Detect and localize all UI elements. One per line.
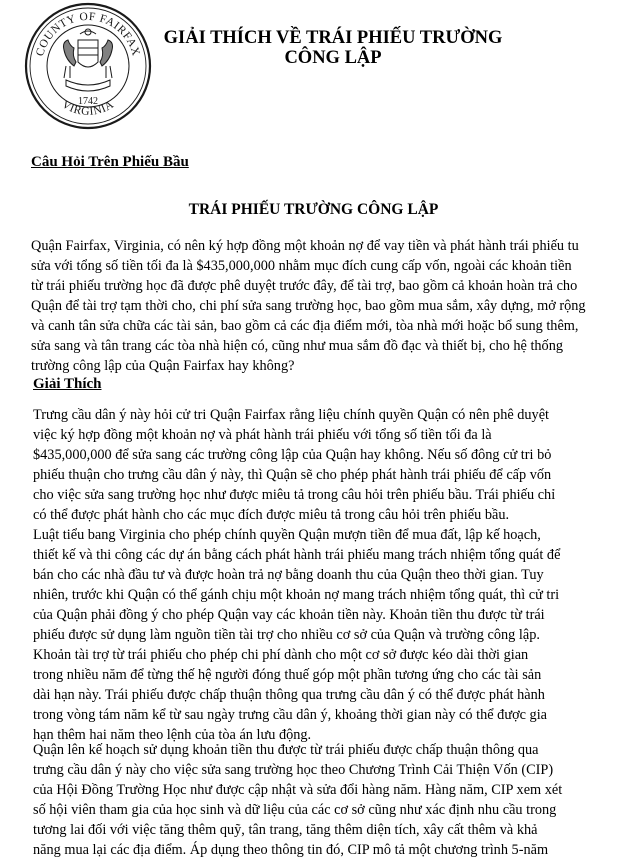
text-line: và canh tân sửa chữa các tài sản, bao gồm cả các địa điểm mới, tòa nhà mới hoặc bổ sung thêm,: [31, 318, 579, 334]
seal-bottom-text: VIRGINIA: [59, 98, 117, 119]
text-line: có thể được phát hành cho các mục đích được miêu tả trong câu hỏi trên phiếu bầu.: [33, 507, 510, 523]
explanation-heading: Giải Thích: [33, 376, 102, 392]
text-line: số hội viên tham gia của học sinh và dữ liệu của các cơ sở cũng như xác định nhu cầu trong: [33, 802, 557, 818]
text-line: Quận để tài trợ tạm thời cho, chi phí sửa sang trường học, bao gồm mua sắm, xây dựng, mở rộng: [31, 298, 586, 314]
explanation-paragraph-1: [33, 405, 555, 525]
text-line: tương lai đối với việc tăng thêm quỹ, tân trang, tăng thêm diện tích, xây cất thêm và khả: [33, 822, 538, 838]
text-line: $435,000,000 để sửa sang các trường công lập của Quận hay không. Nếu số đông cử tri bỏ: [33, 447, 552, 463]
text-line: phiếu được sử dụng làm nguồn tiền tài trợ cho nhiều cơ sở của Quận và trường công lập.: [33, 627, 540, 643]
county-seal-logo: [22, 0, 154, 132]
text-line: Khoản tài trợ từ trái phiếu cho phép chi phí dành cho một cơ sở được kéo dài thời gian: [33, 647, 529, 663]
explanation-paragraph-3: [33, 740, 562, 860]
text-line: nhiên, trước khi Quận có thể gánh chịu một khoản nợ mang trách nhiệm tổng quát, thì cử tri: [33, 587, 560, 603]
text-line: hạn thêm hai năm theo lệnh của tòa án lưu động.: [33, 727, 312, 743]
text-line: từ trái phiếu trường học đã được phê duyệt trước đây, để tài trợ, bao gồm cả khoản hoàn trả cho: [31, 278, 578, 294]
document-title: [154, 28, 512, 68]
text-line: Trưng cầu dân ý này hỏi cử tri Quận Fairfax rằng liệu chính quyền Quận có nên phê duyệt: [33, 407, 550, 423]
text-line: phiếu thuận cho trưng cầu dân ý này, thì Quận sẽ cho phép phát hành trái phiếu để cấp vốn: [33, 467, 552, 483]
explanation-paragraph-2: [33, 525, 560, 745]
document-title-line-2: CÔNG LẬP: [284, 48, 382, 68]
text-line: Luật tiểu bang Virginia cho phép chính quyền Quận mượn tiền để mua đất, lập kế hoạch,: [33, 527, 541, 543]
ballot-question-text: [31, 236, 586, 376]
text-line: dài hạn này. Trái phiếu được chấp thuận thông qua trưng cầu dân ý có thể được phát hành: [33, 687, 545, 703]
text-line: thiết kế và thi công các dự án bằng cách phát hành trái phiếu mang trách nhiệm tổng quát để: [33, 547, 561, 563]
text-line: trong nhiều năm để từng thế hệ người đóng thuế góp một phần tương ứng cho các tài sản: [33, 667, 542, 683]
ballot-question-heading: Câu Hỏi Trên Phiếu Bầu: [31, 154, 189, 170]
text-line: của Quận phải đồng ý cho phép Quận vay các khoản tiền này. Khoản tiền thu được từ trái: [33, 607, 545, 623]
text-line: cho việc sửa sang trường học như được miêu tả trong câu hỏi trên phiếu bầu. Trái phiếu chỉ: [33, 487, 556, 503]
document-title-line-1: GIẢI THÍCH VỀ TRÁI PHIẾU TRƯỜNG: [163, 28, 503, 48]
text-line: sửa với tổng số tiền tối đa là $435,000,000 nhằm mục đích cung cấp vốn, ngoài các khoản tiền: [31, 258, 572, 274]
text-line: Quận Fairfax, Virginia, có nên ký hợp đồng một khoản nợ để vay tiền và phát hành trái phiếu tu: [31, 238, 579, 254]
text-line: Quận lên kế hoạch sử dụng khoản tiền thu được từ trái phiếu được chấp thuận thông qua: [33, 742, 539, 758]
text-line: trường công lập của Quận Fairfax hay không?: [31, 358, 295, 374]
seal-top-text: COUNTY OF FAIRFAX: [34, 10, 142, 58]
text-line: trong vòng tám năm kể từ sau ngày trưng cầu dân ý, khoảng thời gian này có thể được gia: [33, 707, 548, 723]
text-line: sửa sang và tân trang các tòa nhà hiện có, cũng như mua sắm đồ đạc và thiết bị, cho hệ thống: [31, 338, 564, 354]
seal-year: 1742: [78, 96, 98, 107]
text-line: việc ký hợp đồng một khoản nợ và phát hành trái phiếu với tổng số tiền tối đa là: [33, 427, 492, 443]
text-line: trưng cầu dân ý này cho việc sửa sang trường học theo Chương Trình Cải Thiện Vốn (CIP): [33, 762, 554, 778]
text-line: năng mua lại các địa điểm. Áp dụng theo thông tin đó, CIP mô tả một chương trình 5-năm: [33, 842, 549, 858]
section-title: TRÁI PHIẾU TRƯỜNG CÔNG LẬP: [188, 201, 439, 218]
text-line: bán cho các nhà đầu tư và được hoàn trả nợ bằng doanh thu của Quận theo thời gian. Tuy: [33, 567, 544, 583]
text-line: của Hội Đồng Trường Học như được cập nhật và sửa đổi hàng năm. Hàng năm, CIP xem xét: [33, 782, 563, 798]
